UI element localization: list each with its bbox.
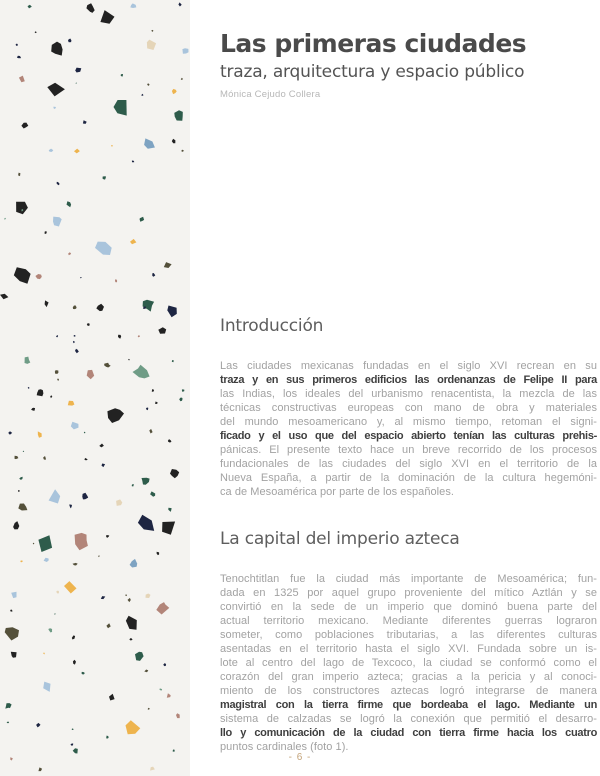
text-line: miento de los constructores aztecas logró integrarse de manera <box>220 685 597 697</box>
page-number: - 6 - <box>288 752 312 763</box>
text-line: someter, como poblaciones tributarias, a las diferentes culturas <box>220 629 597 641</box>
text-line: sistema de calzadas se logró la conexión que permitió el desarro- <box>220 713 597 725</box>
text-line: puntos cardinales (foto 1). <box>220 741 349 753</box>
section-heading-0: Introducción <box>220 316 324 336</box>
text-line: ficado y el uso que del espacio abierto tenían las culturas prehis- <box>220 430 597 442</box>
text-line: convirtió en la sede de un imperio que dominó buena parte del <box>220 601 597 613</box>
terrazzo-strip <box>0 0 190 776</box>
text-line: las Indias, los ideales del urbanismo renacentista, la mezcla de las <box>220 388 597 400</box>
page-title: Las primeras ciudades <box>220 29 527 58</box>
section-paragraph-1 <box>220 572 597 754</box>
sections <box>220 315 597 776</box>
text-line: lote al centro del lago de Texcoco, la ciudad se conformó como el <box>220 657 597 669</box>
text-line: corazón del gran imperio azteca; gracias a la pericia y al conoci- <box>220 671 597 683</box>
text-line: ca de Mesoamérica por parte de los españoles. <box>220 486 454 498</box>
section-paragraph-0 <box>220 359 597 499</box>
text-line: llo y comunicación de la ciudad con tierra firme hacia los cuatro <box>220 727 597 739</box>
text-line: actual territorio mexicano. Mediante diferentes guerras lograron <box>220 615 597 627</box>
text-line: Tenochtitlan fue la ciudad más importante de Mesoamérica; fun- <box>220 573 597 585</box>
text-line: Las ciudades mexicanas fundadas en el siglo XVI recrean en su <box>220 360 597 372</box>
text-line: pánicas. El presente texto hace un breve recorrido de los procesos <box>220 444 597 456</box>
text-line: Nueva España, a partir de la dominación de la cultura hegemóni- <box>220 472 597 484</box>
section-heading-1: La capital del imperio azteca <box>220 529 460 549</box>
text-line: traza y en sus primeros edificios las ordenanzas de Felipe II para <box>220 374 597 386</box>
author-name: Mónica Cejudo Collera <box>220 89 321 100</box>
text-line: magistral con la tierra firme que bordeaba el lago. Mediante un <box>220 699 597 711</box>
text-line: asentadas en el territorio hasta el siglo XVI. Fundada sobre un is- <box>220 643 597 655</box>
terrazzo-pattern <box>0 0 190 776</box>
text-line: dada en 1325 por aquel grupo proveniente del mítico Aztlán y se <box>220 587 597 599</box>
text-line: técnicas constructivas europeas con mano de obra y materiales <box>220 402 597 414</box>
page-subtitle: traza, arquitectura y espacio público <box>220 62 525 82</box>
title-block <box>220 28 597 101</box>
text-line: fundacionales de las ciudades del siglo XVI en el territorio de la <box>220 458 597 470</box>
text-line: del mundo mesoamericano y, al mismo tiempo, retoman el signi- <box>220 416 597 428</box>
